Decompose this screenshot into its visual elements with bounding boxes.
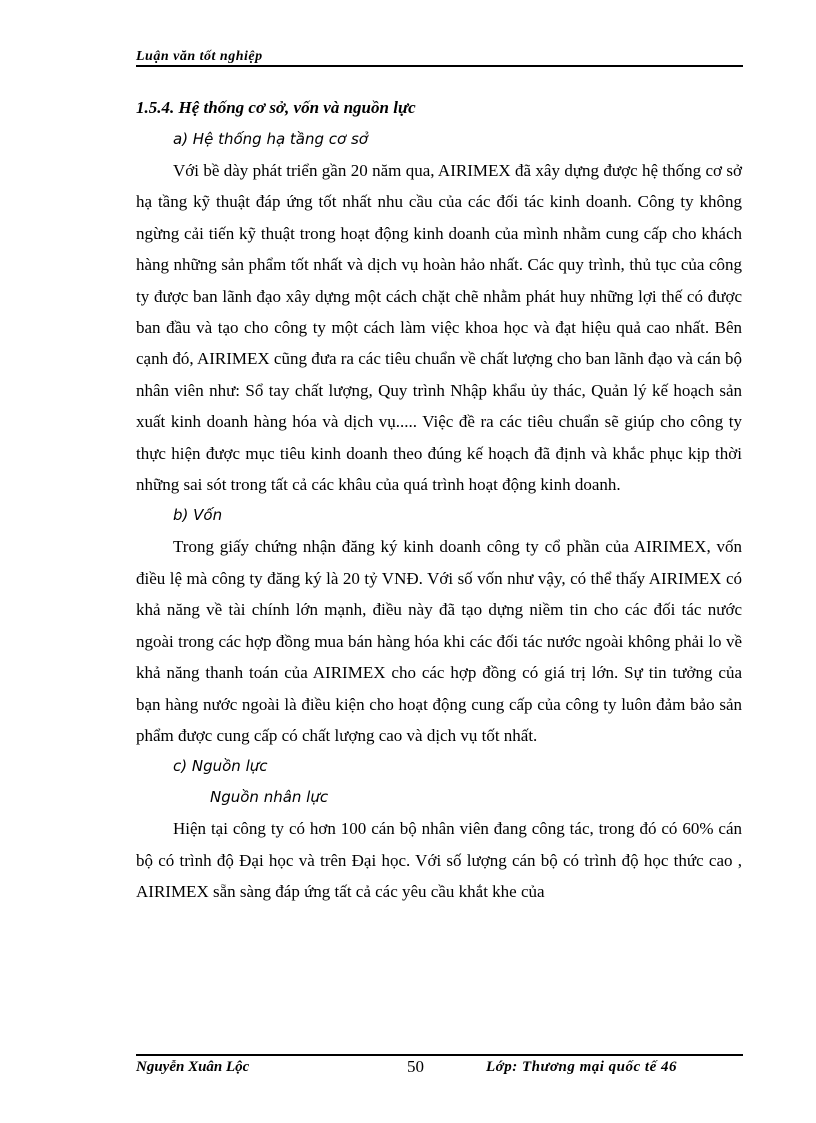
page-body [136, 92, 742, 908]
page-number: 50 [407, 1057, 424, 1076]
footer-rule [136, 1054, 743, 1056]
subsection-c-paragraph: Hiện tại công ty có hơn 100 cán bộ nhân viên đang công tác, trong đó có 60% cán bộ có trình độ Đại học và trên Đại học. Với số lượng cán bộ có trình độ học thức cao , AIRIMEX sẵn sàng đáp ứng tất cả các yêu cầu khắt khe của [136, 819, 742, 902]
subsection-c-subtitle: Nguồn nhân lực [210, 788, 329, 807]
subsection-a-paragraph: Với bề dày phát triển gần 20 năm qua, AIRIMEX đã xây dựng được hệ thống cơ sở hạ tầng kỹ thuật đáp ứng tốt nhất nhu cầu của các đối tác kinh doanh. Công ty không ngừng cải tiến kỹ thuật trong hoạt động kinh doanh của mình nhằm cung cấp cho khách hàng những sản phẩm tốt nhất và dịch vụ hoàn hảo nhất. Các quy trình, thủ tục của công ty được ban lãnh đạo xây dựng một cách chặt chẽ nhằm phát huy những lợi thế có được ban đầu và tạo cho công ty một cách làm việc khoa học và đạt hiệu quả cao nhất. Bên cạnh đó, AIRIMEX cũng đưa ra các tiêu chuẩn về chất lượng cho ban lãnh đạo và cán bộ nhân viên như: Sổ tay chất lượng, Quy trình Nhập khẩu ủy thác, Quản lý kế hoạch sản xuất kinh doanh hàng hóa và dịch vụ..... Việc đề ra các tiêu chuẩn sẽ giúp cho công ty thực hiện được mục tiêu kinh doanh theo đúng kế hoạch đã định và khắc phục kịp thời những sai sót trong tất cả các khâu của quá trình hoạt động kinh doanh. [136, 161, 742, 495]
footer-author: Nguyễn Xuân Lộc [136, 1059, 250, 1075]
subsection-b-paragraph: Trong giấy chứng nhận đăng ký kinh doanh công ty cổ phần của AIRIMEX, vốn điều lệ mà công ty đăng ký là 20 tỷ VNĐ. Với số vốn như vậy, có thể thấy AIRIMEX có khả năng về tài chính lớn mạnh, điều này đã tạo dựng niềm tin cho các đối tác nước ngoài trong các hợp đồng mua bán hàng hóa khi các đối tác nước ngoài không phải lo về khả năng thanh toán của AIRIMEX cho các hợp đồng có giá trị lớn. Sự tin tưởng của bạn hàng nước ngoài là điều kiện cho hoạt động cung cấp của công ty luôn đảm bảo sản phẩm được cung cấp có chất lượng cao và dịch vụ tốt nhất. [136, 537, 742, 745]
subsection-b-title: b) Vốn [173, 506, 223, 525]
header-title: Luận văn tốt nghiệp [136, 49, 263, 64]
page-header [136, 49, 743, 67]
subsection-a-title: a) Hệ thống hạ tầng cơ sở [173, 130, 368, 148]
header-rule [136, 65, 743, 67]
subsection-c-title: c) Nguồn lực [173, 757, 268, 776]
page-footer [136, 1054, 743, 1084]
section-title: 1.5.4. Hệ thống cơ sở, vốn và nguồn lực [136, 98, 416, 117]
footer-class-label: Lớp: Thương mại quốc tế 46 [486, 1059, 678, 1075]
